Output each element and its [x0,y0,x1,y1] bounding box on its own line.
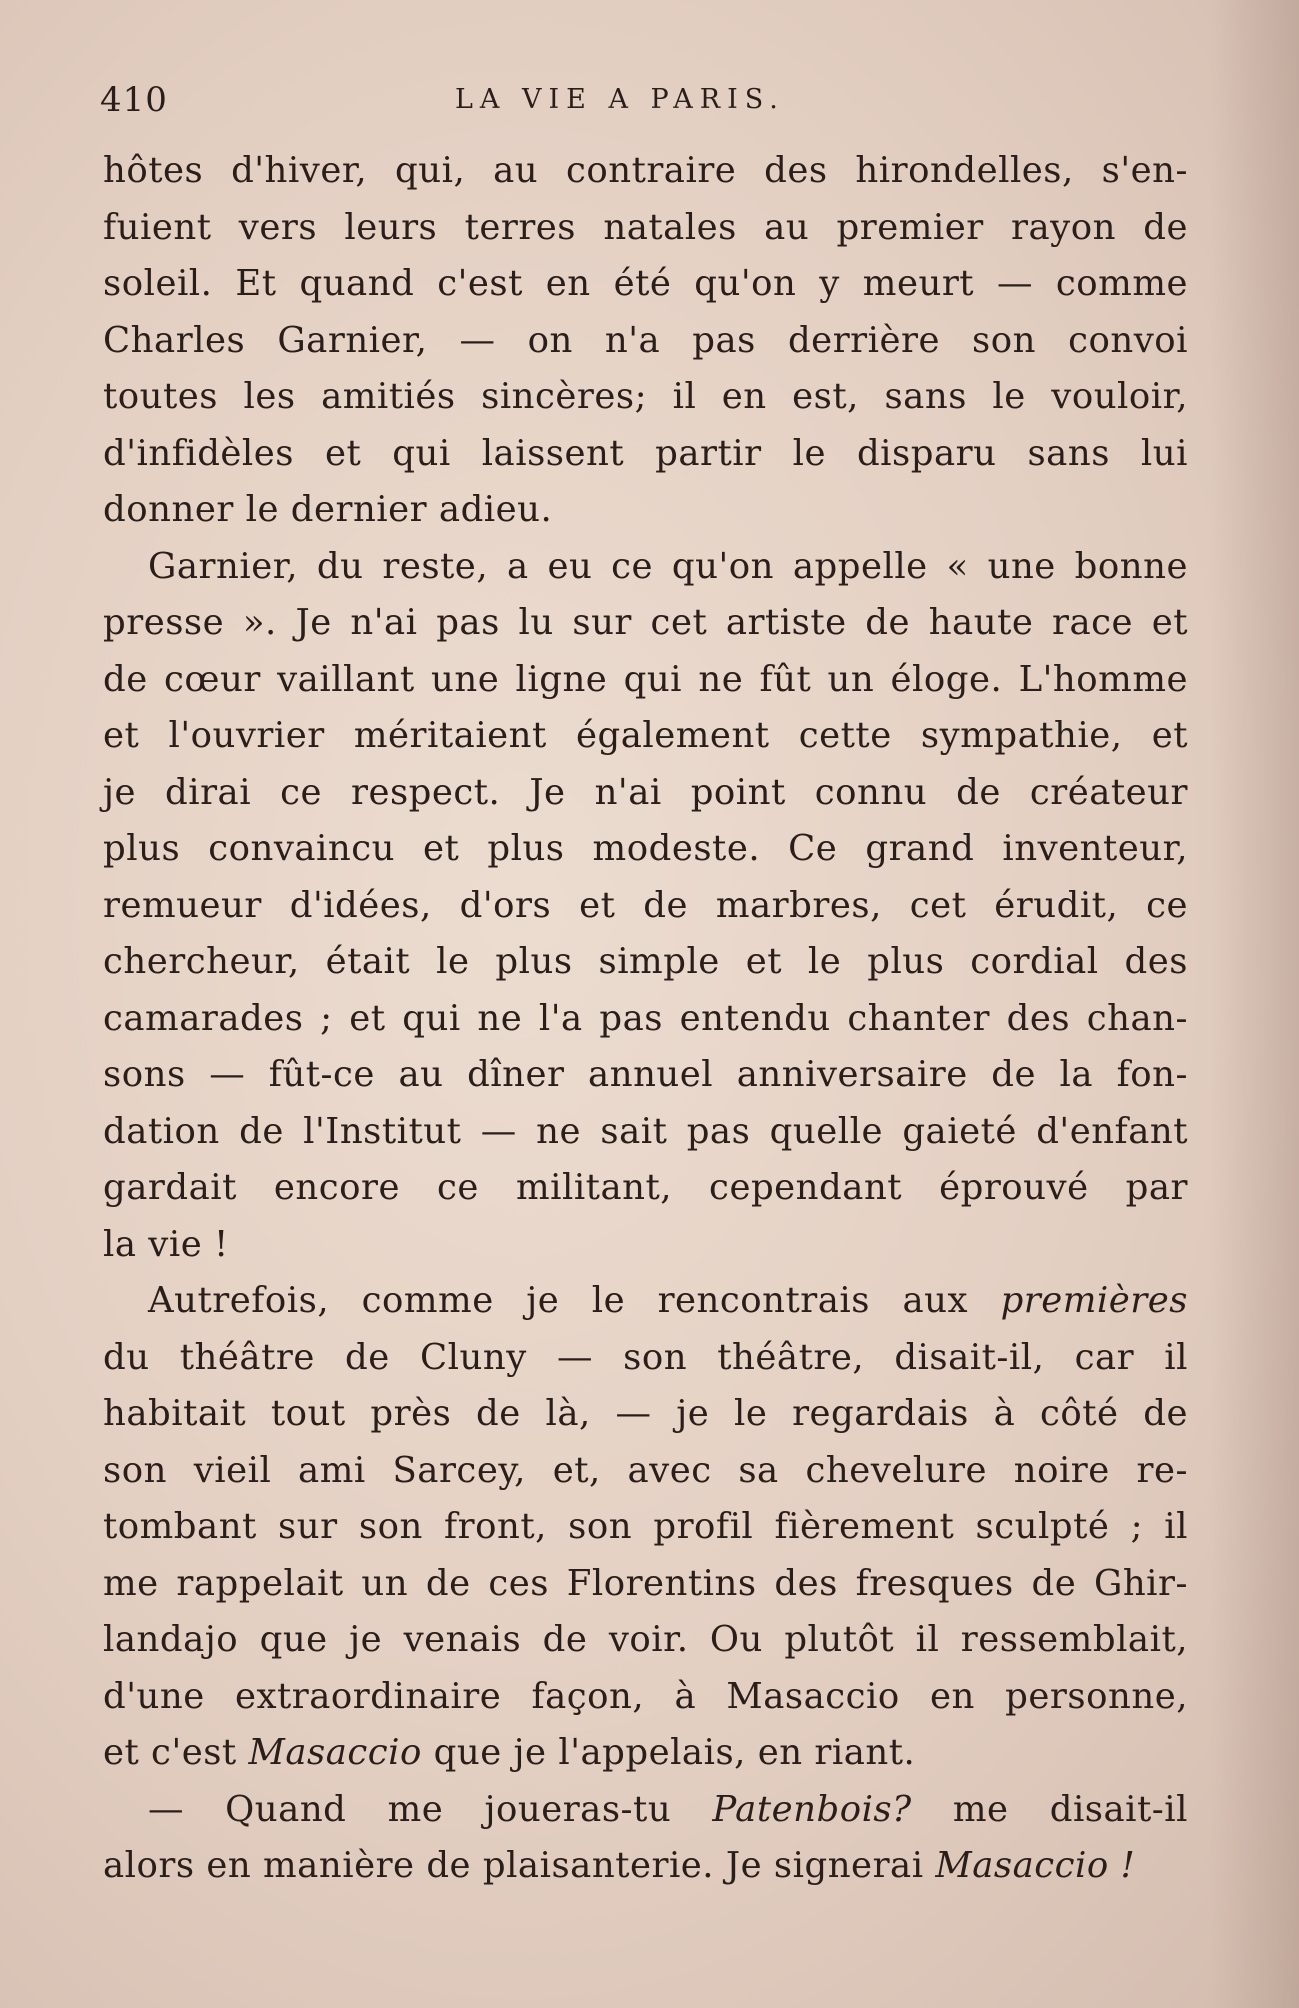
text-segment: toutes les amitiés sincères; il en est, sans le vouloir, [103,376,1188,417]
text-line [103,1160,1188,1217]
running-title: LA VIE A PARIS. [455,84,785,115]
text-line [103,1330,1188,1387]
text-segment: et c'est [103,1732,249,1773]
text-line [103,652,1188,709]
italic-text: Masaccio [248,1732,422,1773]
text-segment: que je l'appelais, en riant. [421,1732,916,1773]
text-line [103,1669,1188,1726]
text-segment: d'infidèles et qui laissent partir le disparu sans lui [103,432,1188,474]
text-line [103,256,1188,313]
text-line [103,1782,1188,1839]
text-segment: — Quand me joueras-tu [148,1788,713,1830]
text-segment: camarades ; et qui ne l'a pas entendu chanter des chan- [103,997,1188,1039]
text-line [103,765,1188,822]
text-line [103,1725,1188,1782]
text-line [103,934,1188,991]
text-segment: Garnier, du reste, a eu ce qu'on appelle « une bonne [148,545,1188,587]
text-segment: hôtes d'hiver, qui, au contraire des hirondelles, s'en- [103,150,1188,191]
paragraph [103,1273,1188,1782]
text-line [103,1838,1188,1895]
text-segment: la vie ! [103,1223,229,1265]
text-line [103,1612,1188,1669]
text-segment: gardait encore ce militant, cependant éprouvé par [103,1167,1188,1208]
text-line [103,313,1188,370]
text-line [103,369,1188,426]
text-segment: je dirai ce respect. Je n'ai point connu de créateur [103,771,1188,813]
text-segment: plus convaincu et plus modeste. Ce grand inventeur, [103,828,1188,869]
text-line [103,1104,1188,1161]
page-header [100,80,1200,130]
text-segment: chercheur, était le plus simple et le plus cordial des [103,941,1188,982]
text-segment: sons — fût-ce au dîner annuel anniversaire de la fon- [103,1054,1188,1095]
text-segment: et l'ouvrier méritaient également cette sympathie, et [103,715,1188,756]
text-line [103,1556,1188,1613]
text-segment: tombant sur son front, son profil fièrement sculpté ; il [103,1506,1188,1547]
text-segment: habitait tout près de là, — je le regardais à côté de [103,1393,1188,1434]
text-segment: soleil. Et quand c'est en été qu'on y meurt — comme [103,263,1188,304]
text-line [103,708,1188,765]
italic-text: Masaccio ! [935,1845,1136,1886]
text-line [103,1499,1188,1556]
body-text [103,143,1188,1895]
text-segment: Charles Garnier, — on n'a pas derrière son convoi [103,319,1188,361]
text-segment: me disait-il [911,1788,1188,1830]
text-segment: landajo que je venais de voir. Ou plutôt il ressemblait, [103,1619,1188,1660]
text-line [103,1273,1188,1330]
text-segment: Autrefois, comme je le rencontrais aux [148,1280,1001,1321]
text-line [103,426,1188,483]
text-segment: son vieil ami Sarcey, et, avec sa chevelure noire re- [103,1449,1188,1491]
paragraph [103,539,1188,1274]
text-segment: de cœur vaillant une ligne qui ne fût un éloge. L'homme [103,658,1188,700]
text-segment: remueur d'idées, d'ors et de marbres, cet érudit, ce [103,884,1188,926]
text-segment: du théâtre de Cluny — son théâtre, disait-il, car il [103,1336,1188,1378]
text-line [103,539,1188,596]
italic-text: Patenbois? [712,1788,912,1830]
text-line [103,200,1188,257]
text-segment: d'une extraordinaire façon, à Masaccio en personne, [103,1675,1188,1717]
text-segment: fuient vers leurs terres natales au premier rayon de [103,206,1188,248]
text-segment: me rappelait un de ces Florentins des fresques de Ghir- [103,1562,1188,1604]
text-line [103,1047,1188,1104]
text-line [103,821,1188,878]
text-line [103,1217,1188,1274]
text-segment: presse ». Je n'ai pas lu sur cet artiste de haute race et [103,602,1188,643]
text-line [103,991,1188,1048]
text-line [103,1386,1188,1443]
text-line [103,143,1188,200]
page-number: 410 [100,80,168,120]
text-segment: alors en manière de plaisanterie. Je signerai [103,1845,936,1886]
text-line [103,482,1188,539]
text-segment: dation de l'Institut — ne sait pas quelle gaieté d'enfant [103,1110,1188,1152]
text-line [103,595,1188,652]
paragraph [103,143,1188,539]
text-segment: donner le dernier adieu. [103,489,553,530]
text-line [103,1443,1188,1500]
page-edge-shadow [1209,0,1299,2008]
paragraph [103,1782,1188,1895]
italic-text: premières [1000,1280,1188,1321]
text-line [103,878,1188,935]
